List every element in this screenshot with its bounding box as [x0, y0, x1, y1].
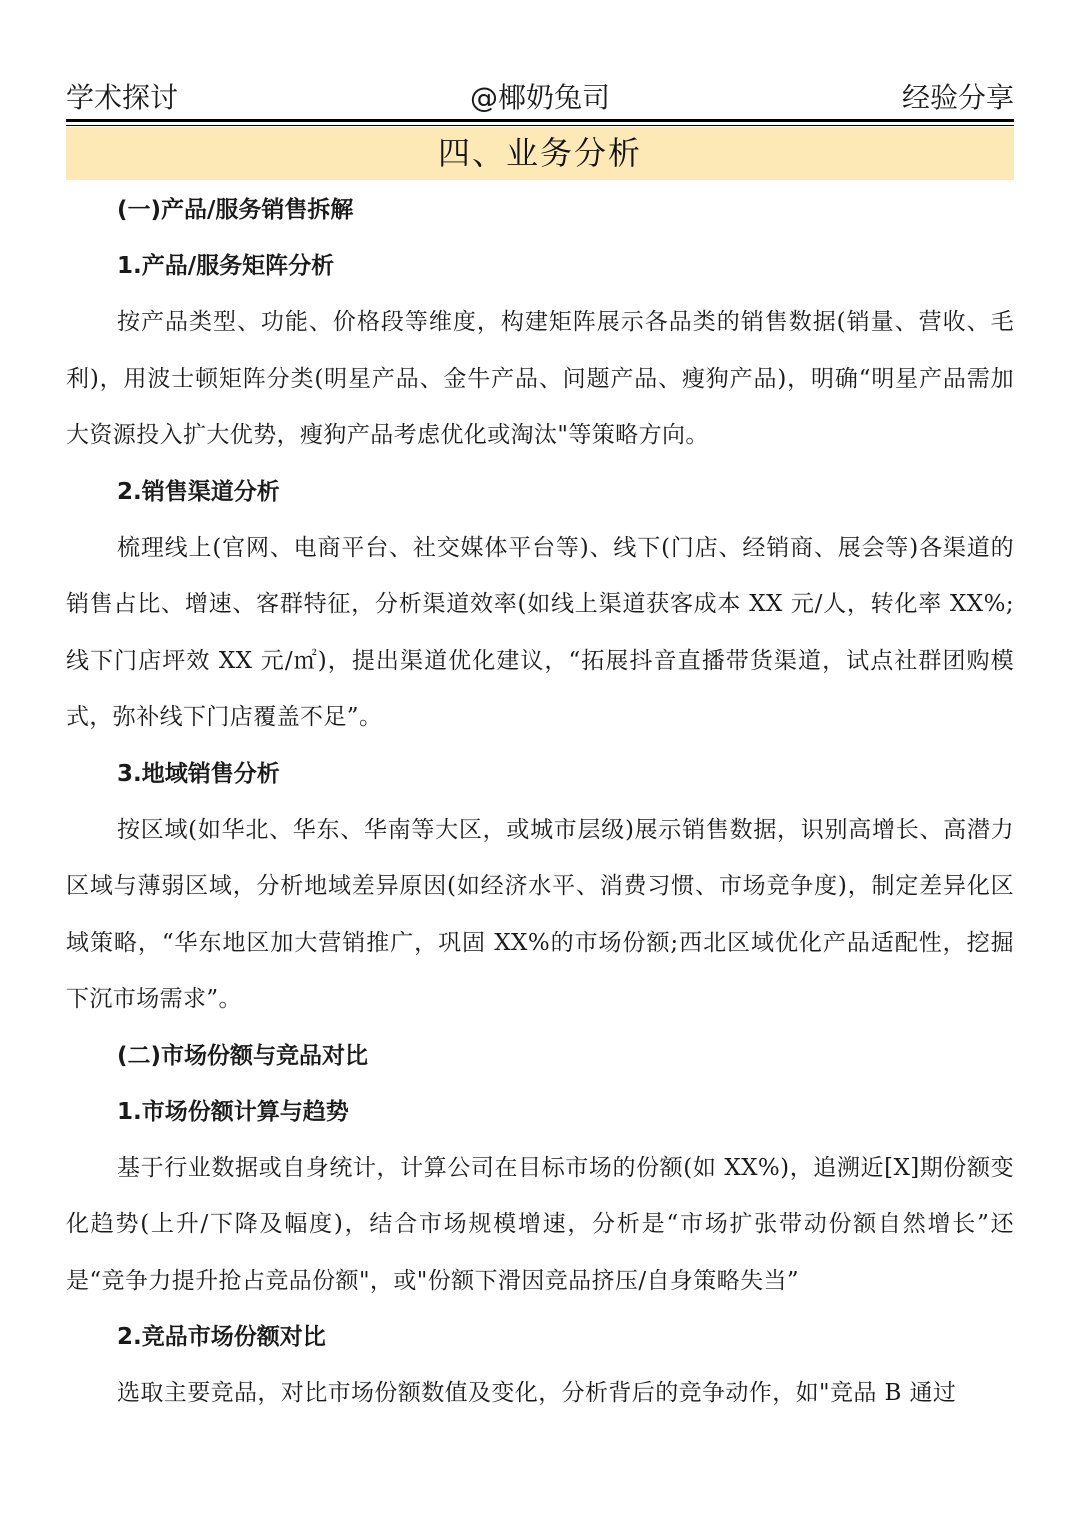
header-author-handle: @椰奶兔司	[469, 81, 611, 114]
heading-regional-sales: 3.地域销售分析	[117, 760, 280, 787]
heading-product-matrix: 1.产品/服务矩阵分析	[117, 253, 335, 279]
header-rule-thick	[66, 119, 1014, 122]
page-header	[66, 78, 1014, 118]
paragraph-product-matrix: 按产品类型、功能、价格段等维度，构建矩阵展示各品类的销售数据(销量、营收、毛利)，用波士顿矩阵分类(明星产品、金牛产品、问题产品、瘦狗产品)，明确“明星产品需加大资源投入扩大优势，瘦狗产品考虑优化或淘汰"等策略方向。	[66, 309, 1014, 448]
subsection-heading-market-share: (二)市场份额与竞品对比	[117, 1042, 369, 1069]
document-body	[66, 182, 1014, 1422]
paragraph-competitor-share: 选取主要竞品，对比市场份额数值及变化，分析背后的竞争动作，如"竞品 B 通过	[117, 1380, 957, 1406]
subsection-heading-product-sales: (一)产品/服务销售拆解	[117, 197, 354, 223]
section-title: 四、业务分析	[66, 127, 1014, 180]
header-rule-thin	[66, 125, 1014, 126]
paragraph-regional-sales: 按区域(如华北、华东、华南等大区，或城市层级)展示销售数据，识别高增长、高潜力区域与薄弱区域，分析地域差异原因(如经济水平、消费习惯、市场竞争度)，制定差异化区域策略，“华东地区加大营销推广，巩固 XX%的市场份额;西北区域优化产品适配性，挖掘下沉市场需求”。	[66, 816, 1014, 1012]
header-left-label: 学术探讨	[66, 81, 179, 114]
paragraph-sales-channel: 梳理线上(官网、电商平台、社交媒体平台等)、线下(门店、经销商、展会等)各渠道的销售占比、增速、客群特征，分析渠道效率(如线上渠道获客成本 XX 元/人，转化率 XX%;线下门店坪效 XX 元/㎡)，提出渠道优化建议，“拓展抖音直播带货渠道，试点社群团购模式，弥补线下门店覆盖不足”。	[66, 534, 1014, 730]
heading-competitor-share: 2.竞品市场份额对比	[117, 1324, 326, 1350]
paragraph-market-share-trend: 基于行业数据或自身统计，计算公司在目标市场的份额(如 XX%)，追溯近[X]期份额变化趋势(上升/下降及幅度)，结合市场规模增速，分析是“市场扩张带动份额自然增长”还是“竞争力提升抢占竞品份额"，或"份额下滑因竞品挤压/自身策略失当”	[66, 1154, 1014, 1294]
heading-sales-channel: 2.销售渠道分析	[117, 478, 280, 505]
header-right-label: 经验分享	[901, 81, 1014, 114]
heading-market-share-trend: 1.市场份额计算与趋势	[117, 1098, 349, 1125]
